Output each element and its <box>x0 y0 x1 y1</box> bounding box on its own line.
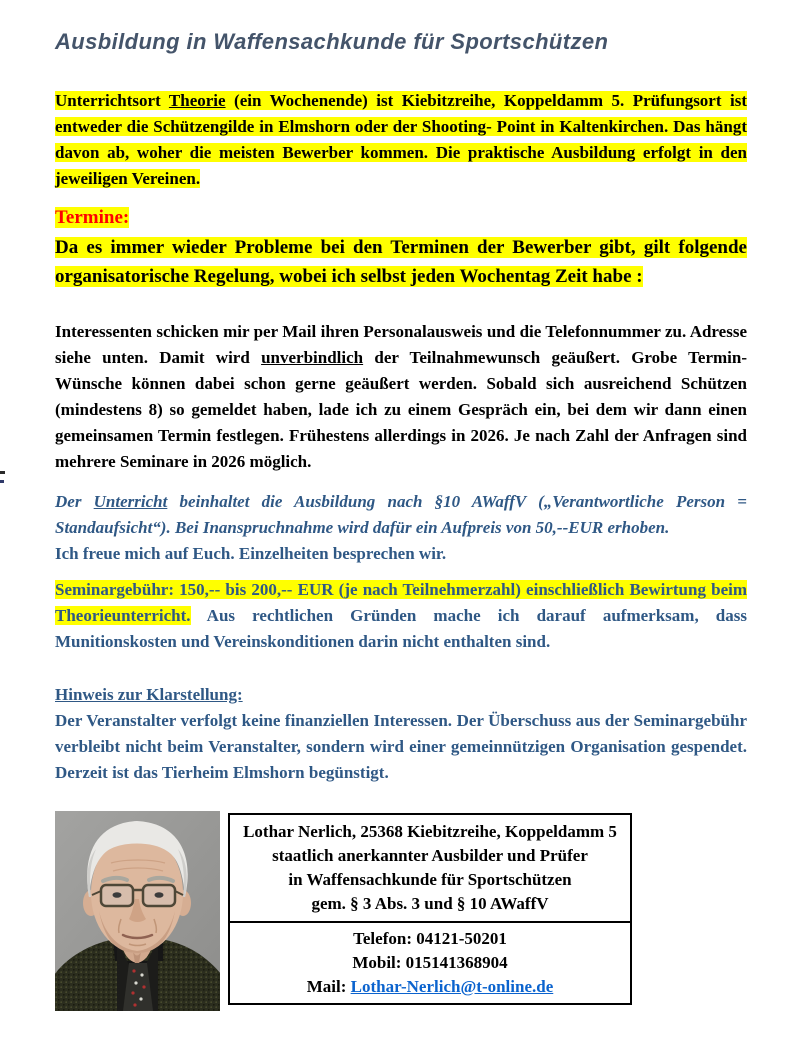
intro-text-pre: Unterrichtsort <box>55 91 169 110</box>
contact-name-address: Lothar Nerlich, 25368 Kiebitzreihe, Koppeldamm 5 <box>243 822 617 841</box>
email-link[interactable]: Lothar-Nerlich@t-online.de <box>350 977 554 996</box>
unterricht-paragraph <box>55 489 747 567</box>
unterricht-closing-line: Ich freue mich auf Euch. Einzelheiten besprechen wir. <box>55 544 447 563</box>
contact-card-identity <box>230 815 630 921</box>
contact-telefon: Telefon: 04121-50201 <box>353 929 507 948</box>
contact-qualification-2: in Waffensachkunde für Sportschützen <box>288 870 572 889</box>
termine-text: Da es immer wieder Probleme bei den Terminen der Bewerber gibt, gilt folgende organisatorische Regelung, wobei ich selbst jeden Wochentag Zeit habe : <box>55 237 747 287</box>
termine-heading-highlight <box>55 207 129 228</box>
seminar-highlighted-text: Seminargebühr: 150,-- bis 200,-- EUR (je nach Teilnehmerzahl) einschließlich Bewirtung beim Theorieunterricht. <box>55 580 747 625</box>
contact-qualification-1: staatlich anerkannter Ausbilder und Prüfer <box>272 846 588 865</box>
contact-mobil: Mobil: 015141368904 <box>352 953 508 972</box>
interessenten-paragraph <box>55 319 747 475</box>
seminar-rest-text: Aus rechtlichen Gründen mache ich darauf aufmerksam, dass Munitionskosten und Vereinskonditionen darin nicht enthalten sind. <box>55 606 747 651</box>
interessenten-text-post: der Teilnahmewunsch geäußert. Grobe Termin-Wünsche können dabei schon gerne geäußert werden. Sobald sich ausreichend Schützen (mindestens 8) so gemeldet haben, lade ich zu einem Gespräch ein, bei dem wir dann einen gemeinsamen Termin festlegen. Frühestens allerdings in 2026. Je nach Zahl der Anfragen sind mehrere Seminare in 2026 möglich. <box>55 348 747 471</box>
unterricht-text-pre: Der <box>55 492 94 511</box>
contact-legal-reference: gem. § 3 Abs. 3 und § 10 AWaffV <box>311 894 549 913</box>
portrait-photo <box>55 811 220 1011</box>
unterricht-italic-block <box>55 492 747 537</box>
termine-heading-text: Termine: <box>55 207 130 228</box>
footer-section <box>55 811 747 1011</box>
termine-paragraph <box>55 233 747 291</box>
intro-text-post: (ein Wochenende) ist Kiebitzreihe, Koppeldamm 5. Prüfungsort ist entweder die Schützengilde in Elmshorn oder der Shooting- Point in Kaltenkirchen. Das hängt davon ab, woher die meisten Bewerber kommen. Die praktische Ausbildung erfolgt in den jeweiligen Vereinen. <box>55 91 747 188</box>
intro-paragraph <box>55 88 747 192</box>
interessenten-text-pre: Interessenten schicken mir per Mail ihren Personalausweis und die Telefonnummer zu. Adresse siehe unten. Damit wird <box>55 322 747 367</box>
intro-highlight <box>55 91 747 188</box>
hinweis-heading: Hinweis zur Klarstellung: <box>55 685 243 704</box>
hinweis-paragraph: Der Veranstalter verfolgt keine finanziellen Interessen. Der Überschuss aus der Seminargebühr verbleibt nicht beim Veranstalter, sondern wird einer gemeinnützigen Organisation gespendet. Derzeit ist das Tierheim Elmshorn begünstigt. <box>55 711 747 782</box>
portrait-photo-image <box>55 811 220 1011</box>
contact-card <box>228 813 632 1005</box>
document-title: Ausbildung in Waffensachkunde für Sportschützen <box>55 29 609 54</box>
intro-text-underlined: Theorie <box>168 91 226 110</box>
termine-heading <box>55 206 747 230</box>
seminar-paragraph <box>55 577 747 655</box>
unterricht-text-underlined: Unterricht <box>93 492 168 511</box>
unterricht-text-post: beinhaltet die Ausbildung nach §10 AWaffV („Verantwortliche Person = Standaufsicht“). Bei Inanspruchnahme wird dafür ein Aufpreis von 50,--EUR erhoben. <box>55 492 747 537</box>
contact-mail-label: Mail: <box>306 977 351 996</box>
document-page <box>0 28 796 1011</box>
contact-card-channels <box>230 921 630 1003</box>
interessenten-text-underlined: unverbindlich <box>261 348 364 367</box>
stray-scan-artifact <box>0 471 5 474</box>
contact-mail-line <box>236 975 624 999</box>
